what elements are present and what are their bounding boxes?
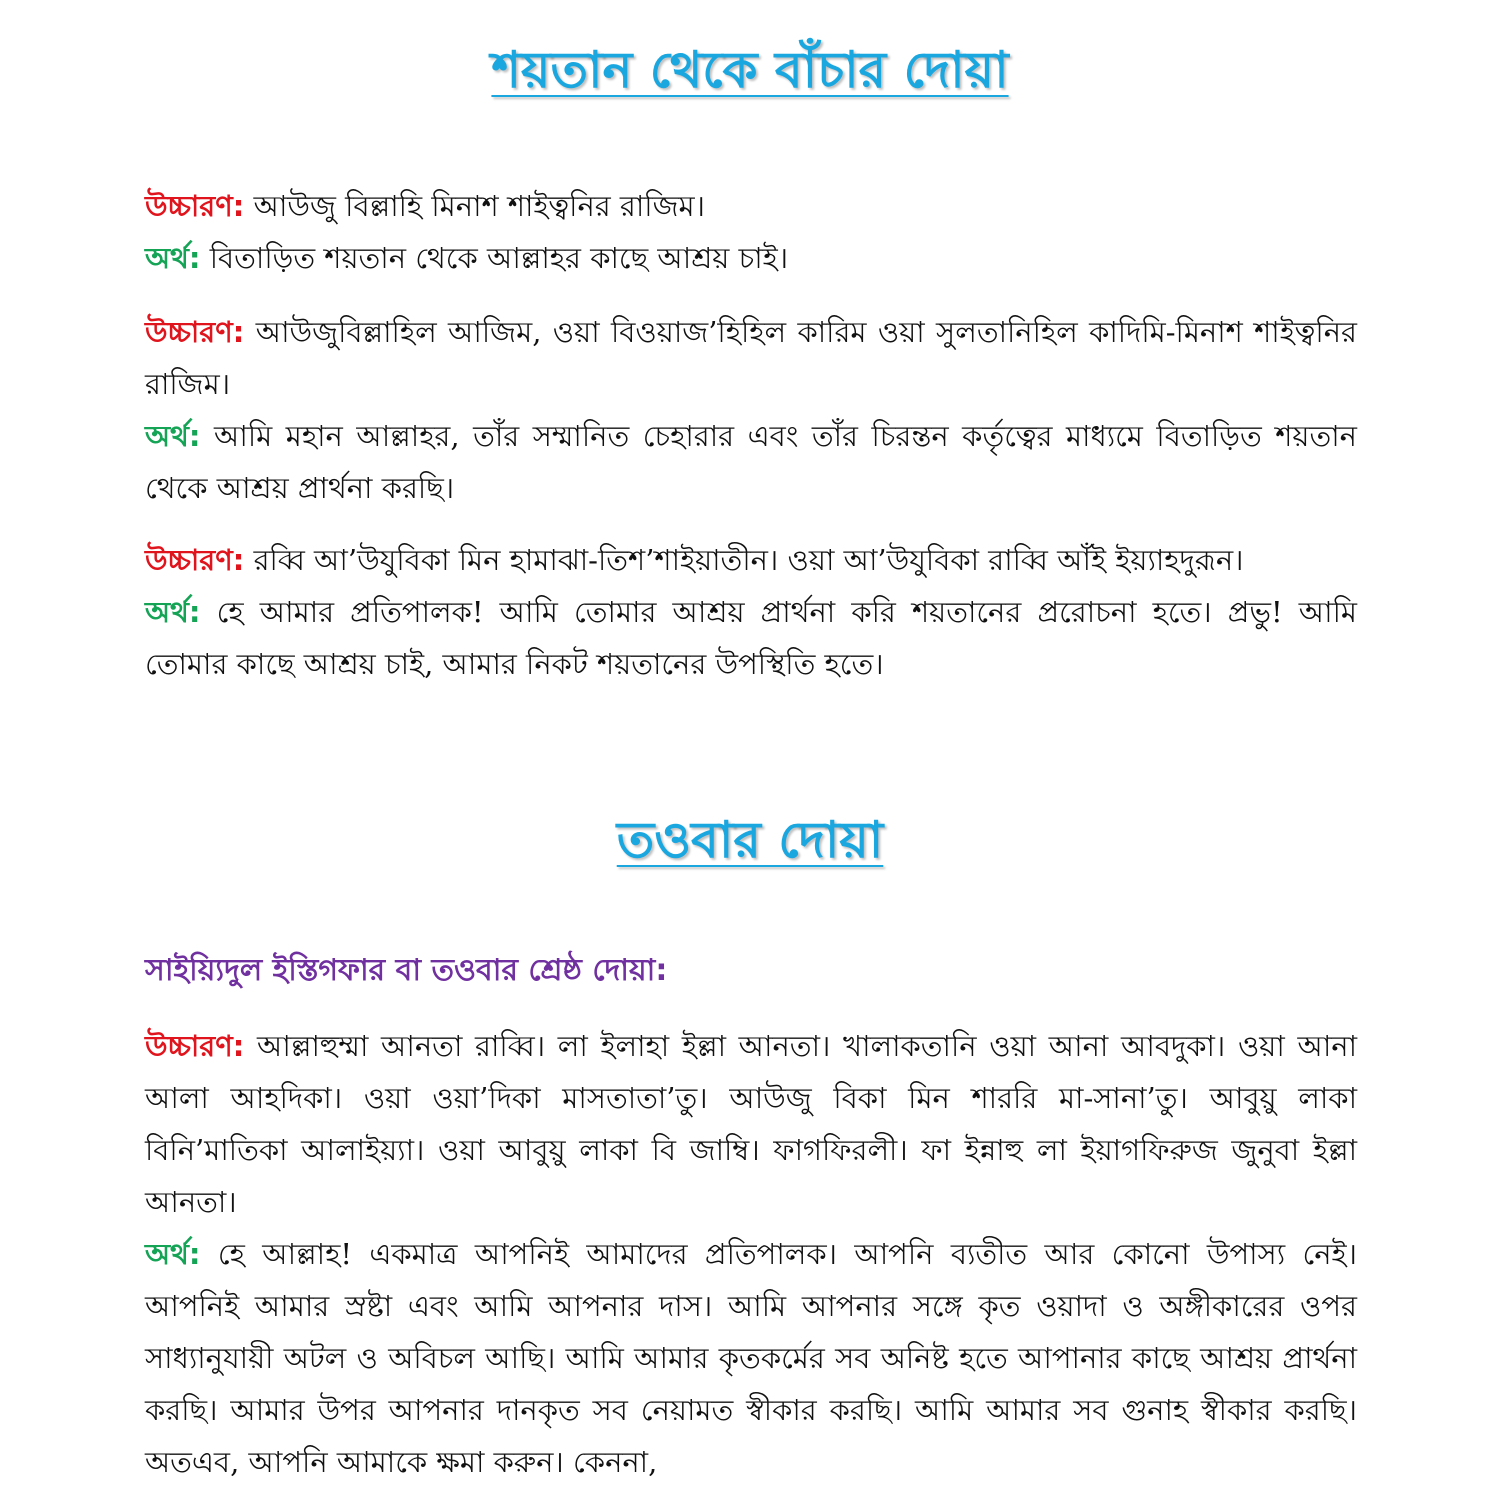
pronunciation-text: আউজুবিল্লাহিল আজিম, ওয়া বিওয়াজ’হিহিল কারিম ওয়া সুলতানিহিল কাদিমি-মিনাশ শাইত্বনির রাজিম। [145, 315, 1357, 401]
meaning-label: অর্থ: [145, 419, 201, 453]
section-subtitle: সাইয়্যিদুল ইস্তিগফার বা তওবার শ্রেষ্ঠ দোয়া: [145, 953, 668, 988]
pronunciation-label: উচ্চারণ: [145, 543, 245, 577]
pronunciation-label: উচ্চারণ: [145, 315, 245, 349]
pronunciation-label: উচ্চারণ: [145, 1029, 245, 1063]
pronunciation-line [145, 180, 1357, 232]
meaning-text: আমি মহান আল্লাহর, তাঁর সম্মানিত চেহারার এবং তাঁর চিরন্তন কর্তৃত্বের মাধ্যমে বিতাড়িত শয়তান থেকে আশ্রয় প্রার্থনা করছি। [145, 419, 1357, 505]
entry-block-2 [145, 306, 1357, 514]
section-title-shaitan-dua: শয়তান থেকে বাঁচার দোয়া [491, 41, 1009, 99]
meaning-text: হে আল্লাহ! একমাত্র আপনিই আমাদের প্রতিপালক। আপনি ব্যতীত আর কোনো উপাস্য নেই। আপনিই আমার স্রষ্টা এবং আমি আপনার দাস। আমি আপনার সঙ্গে কৃত ওয়াদা ও অঙ্গীকারের ওপর সাধ্যানুযায়ী অটল ও অবিচল আছি। আমি আমার কৃতকর্মের সব অনিষ্ট হতে আপানার কাছে আশ্রয় প্রার্থনা করছি। আমার উপর আপনার দানকৃত সব নেয়ামত স্বীকার করছি। আমি আমার সব গুনাহ স্বীকার করছি। অতএব, আপনি আমাকে ক্ষমা করুন। কেননা, [145, 1237, 1358, 1479]
meaning-text: হে আমার প্রতিপালক! আমি তোমার আশ্রয় প্রার্থনা করি শয়তানের প্ররোচনা হতে। প্রভু! আমি তোমার কাছে আশ্রয় চাই, আমার নিকট শয়তানের উপস্থিতি হতে। [145, 595, 1358, 681]
meaning-label: অর্থ: [145, 1237, 201, 1271]
meaning-line [145, 232, 1357, 284]
entry-block-tawbah [145, 1020, 1357, 1488]
entry-block-3 [145, 534, 1357, 690]
meaning-line [145, 410, 1357, 514]
meaning-line [145, 586, 1357, 690]
meaning-line [145, 1228, 1357, 1488]
pronunciation-line [145, 534, 1357, 586]
meaning-label: অর্থ: [145, 595, 201, 629]
meaning-label: অর্থ: [145, 241, 201, 275]
meaning-text: বিতাড়িত শয়তান থেকে আল্লাহর কাছে আশ্রয় চাই। [209, 241, 789, 275]
pronunciation-text: রব্বি আ’উযুবিকা মিন হামাঝা-তিশ’শাইয়াতীন। ওয়া আ’উযুবিকা রাব্বি আঁই ইয়্যাহদুরূন। [253, 543, 1244, 577]
pronunciation-line [145, 1020, 1357, 1228]
pronunciation-text: আউজু বিল্লাহি মিনাশ শাইত্বনির রাজিম। [253, 189, 706, 223]
section-title-tawbah-dua: তওবার দোয়া [616, 811, 884, 869]
pronunciation-line [145, 306, 1357, 410]
pronunciation-label: উচ্চারণ: [145, 189, 245, 223]
entry-block-1 [145, 180, 1357, 284]
pronunciation-text: আল্লাহুম্মা আনতা রাব্বি। লা ইলাহা ইল্লা আনতা। খালাকতানি ওয়া আনা আবদুকা। ওয়া আনা আলা আহদিকা। ওয়া ওয়া’দিকা মাসতাতা’তু। আউজু বিকা মিন শাররি মা-সানা’তু। আবুয়ু লাকা বিনি’মাতিকা আলাইয়্যা। ওয়া আবুয়ু লাকা বি জাম্বি। ফাগফিরলী। ফা ইন্নাহু লা ইয়াগফিরুজ জুনুবা ইল্লা আনতা। [145, 1029, 1358, 1219]
